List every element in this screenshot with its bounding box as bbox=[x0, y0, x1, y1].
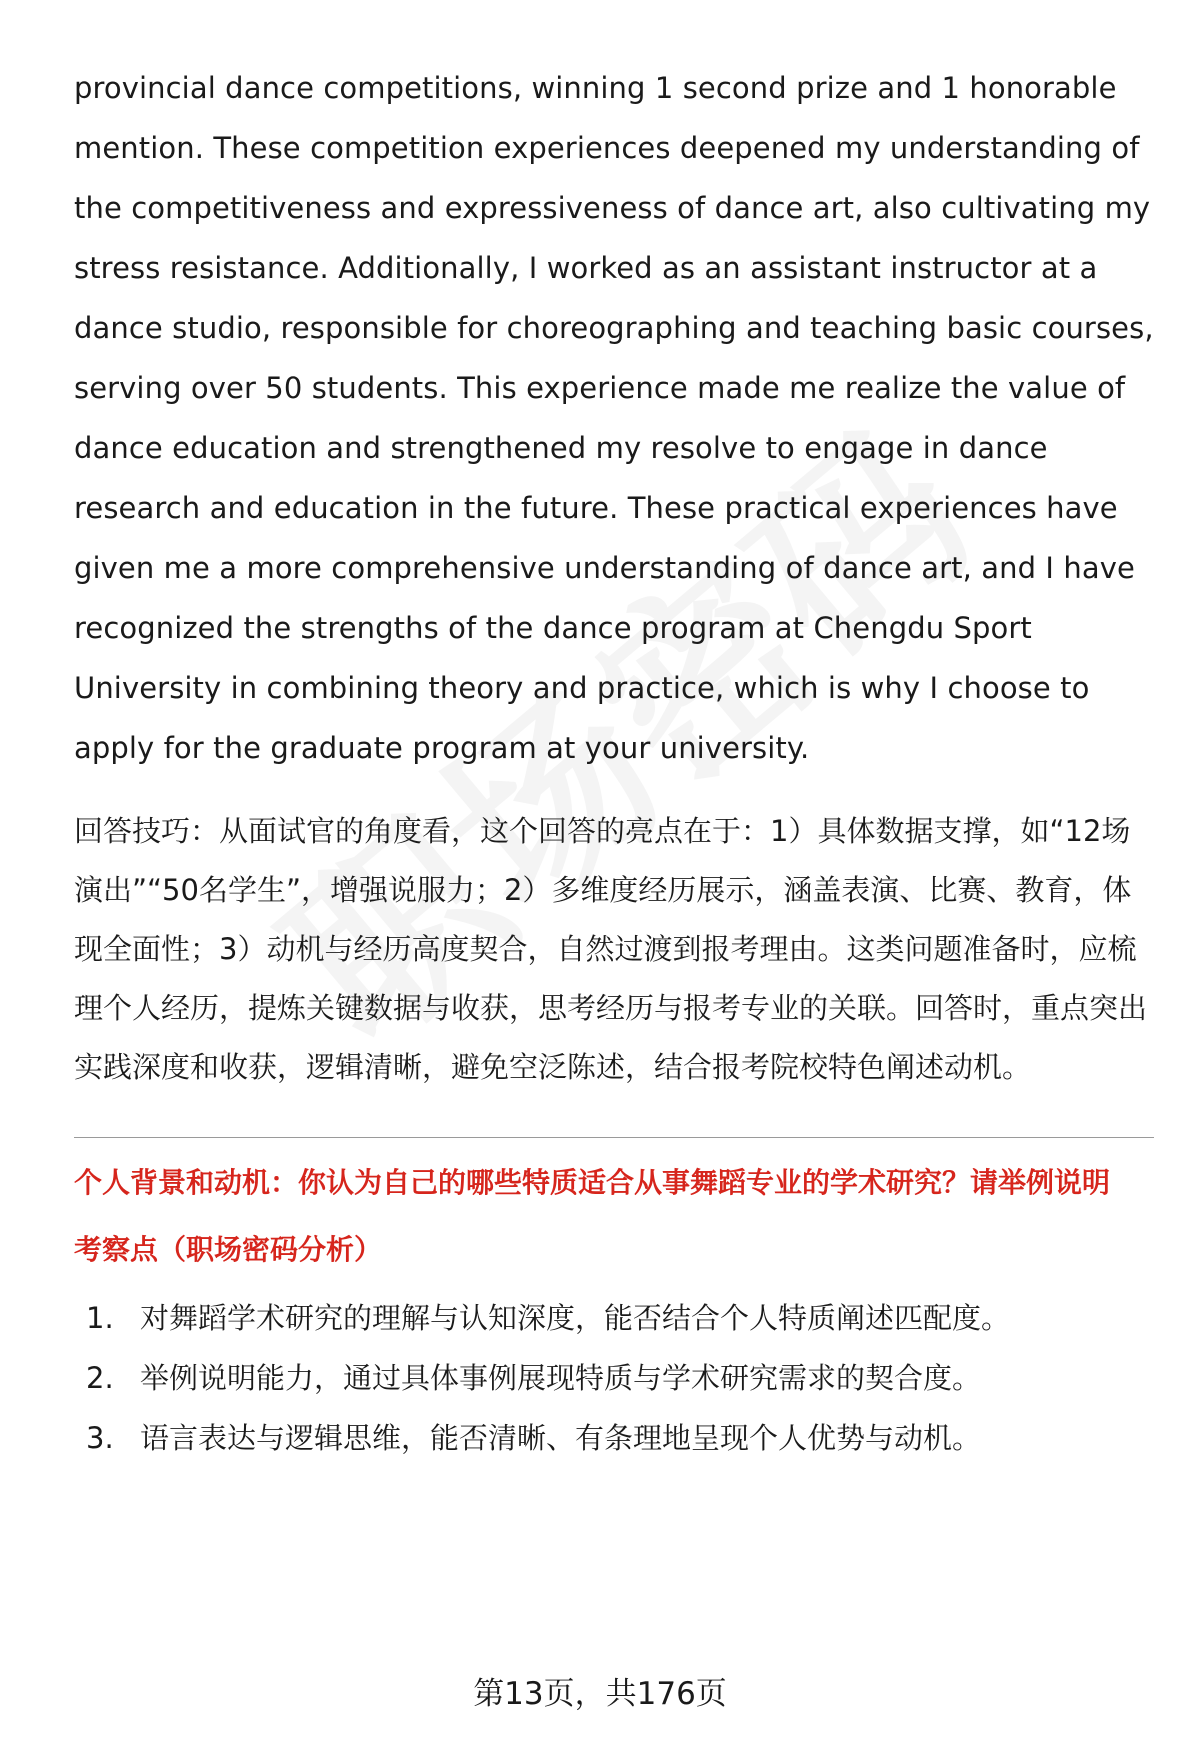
list-item-number: 1. bbox=[86, 1301, 114, 1335]
list-item bbox=[74, 1288, 1154, 1348]
question-heading: 个人背景和动机：你认为自己的哪些特质适合从事舞蹈专业的学术研究？请举例说明 bbox=[74, 1166, 1111, 1199]
analysis-list bbox=[74, 1288, 1154, 1468]
tips-text: 从面试官的角度看，这个回答的亮点在于：1）具体数据支撑，如“12场演出”“50名学生”，增强说服力；2）多维度经历展示，涵盖表演、比赛、教育，体现全面性；3）动机与经历高度契合，自然过渡到报考理由。这类问题准备时，应梳理个人经历，提炼关键数据与收获，思考经历与报考专业的关联。回答时，重点突出实践深度和收获，逻辑清晰，避免空泛陈述，结合报考院校特色阐述动机。 bbox=[74, 814, 1148, 1084]
page-number: 第13页，共176页 bbox=[473, 1676, 727, 1712]
list-item-number: 2. bbox=[86, 1361, 114, 1395]
answer-tips bbox=[74, 802, 1154, 1097]
tips-label: 回答技巧： bbox=[74, 814, 220, 848]
list-item-number: 3. bbox=[86, 1421, 114, 1455]
list-item-text: 举例说明能力，通过具体事例展现特质与学术研究需求的契合度。 bbox=[140, 1361, 982, 1395]
analysis-heading: 考察点（职场密码分析） bbox=[74, 1233, 383, 1266]
list-item bbox=[74, 1348, 1154, 1408]
section-divider bbox=[74, 1137, 1154, 1138]
answer-paragraph: provincial dance competitions, winning 1 second prize and 1 honorable mention. These competition experiences deepened my understanding of the competitiveness and expressiveness of dance art, also cultivating my stress resistance. Additionally, I worked as an assistant instructor at a dance studio, responsible for choreographing and teaching basic courses, serving over 50 students. This experience made me realize the value of dance education and strengthened my resolve to engage in dance research and education in the future. These practical experiences have given me a more comprehensive understanding of dance art, and I have recognized the strengths of the dance program at Chengdu Sport University in combining theory and practice, which is why I choose to apply for the graduate program at your university. bbox=[74, 71, 1154, 765]
list-item bbox=[74, 1408, 1154, 1468]
list-item-text: 语言表达与逻辑思维，能否清晰、有条理地呈现个人优势与动机。 bbox=[140, 1421, 982, 1455]
document-page bbox=[74, 58, 1154, 1468]
list-item-text: 对舞蹈学术研究的理解与认知深度，能否结合个人特质阐述匹配度。 bbox=[140, 1301, 1011, 1335]
